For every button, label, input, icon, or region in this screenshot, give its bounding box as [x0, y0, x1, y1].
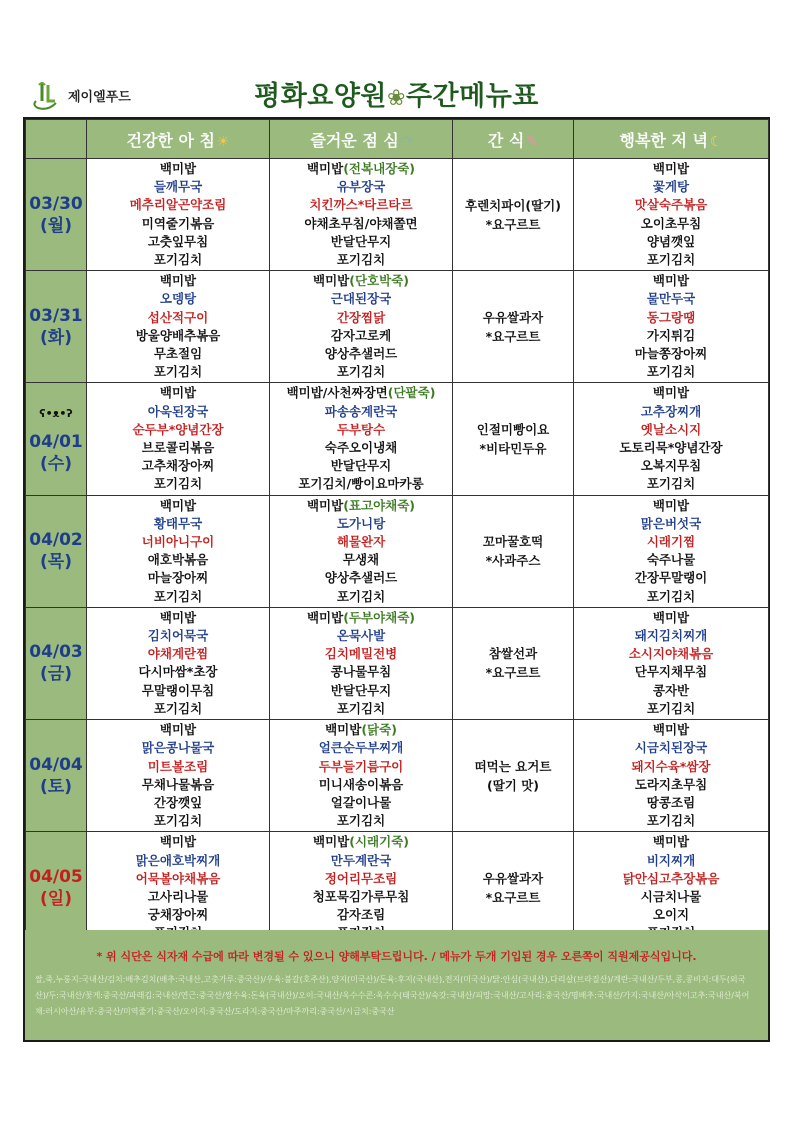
- breakfast-cell: [87, 607, 270, 719]
- day-weekday: (수): [40, 454, 72, 475]
- breakfast-item: 황태무국: [153, 515, 203, 531]
- title-text: 평화요양원: [254, 81, 388, 112]
- day-weekday: (화): [40, 327, 72, 348]
- dinner-item: 마늘쫑장아찌: [634, 346, 708, 362]
- menu-row: [26, 720, 769, 832]
- day-weekday: (금): [40, 664, 72, 685]
- porridge-note: (표고야채죽): [343, 497, 416, 513]
- dinner-item: 땅콩조림: [646, 794, 696, 810]
- breakfast-item: 애호박볶음: [147, 552, 209, 568]
- snack-item: 우유쌀과자: [482, 870, 544, 886]
- day-date: 04/01: [29, 432, 83, 453]
- brand-name: 제이엘푸드: [68, 89, 131, 105]
- lunch-item: 포기김치/빵이요마카롱: [298, 476, 424, 492]
- breakfast-item: 너비아니구이: [141, 534, 215, 550]
- dinner-item: 포기김치: [646, 252, 696, 268]
- breakfast-item: 다시마쌈*초장: [138, 664, 218, 680]
- dinner-item: 콩자반: [652, 682, 690, 698]
- dinner-item: 포기김치: [646, 364, 696, 380]
- dinner-item: 물만두국: [646, 291, 696, 307]
- dinner-item: 양념깻잎: [646, 233, 696, 249]
- dinner-cell: [574, 607, 769, 719]
- lunch-cell: [270, 607, 453, 719]
- lunch-item: 백미밥(표고야채죽): [306, 497, 416, 513]
- lunch-item: 반달단무지: [330, 682, 392, 698]
- lunch-item: 반달단무지: [330, 233, 392, 249]
- lunch-item: 감자조림: [336, 907, 386, 923]
- menu-row: [26, 832, 769, 944]
- lunch-item: 근대된장국: [330, 291, 392, 307]
- lunch-cell: [270, 720, 453, 832]
- lunch-item: 반달단무지: [330, 458, 392, 474]
- lunch-item: 파송송계란국: [324, 403, 398, 419]
- dinner-item: 맑은버섯국: [640, 515, 702, 531]
- snack-item: *요구르트: [485, 889, 541, 905]
- breakfast-cell: [87, 832, 270, 944]
- snack-item: 인절미빵이요: [476, 422, 550, 438]
- dinner-cell: [574, 271, 769, 383]
- menu-row: [26, 271, 769, 383]
- bear-icon: ʕ•ᴥ•ʔ: [39, 407, 73, 421]
- dinner-item: 시금치된장국: [634, 740, 708, 756]
- breakfast-item: 백미밥: [159, 609, 197, 625]
- snack-cell: [453, 720, 574, 832]
- lunch-item: 포기김치: [336, 364, 386, 380]
- snack-item: *사과주스: [485, 553, 541, 569]
- lunch-item: 포기김치: [336, 588, 386, 604]
- dinner-item: 오이지: [652, 907, 690, 923]
- weekly-menu-table: [23, 117, 770, 947]
- day-date: 04/03: [29, 642, 83, 663]
- origin-text: 쌀,죽,누룽지:국내산/김치:배추김치(배추:국내산,고춧가루:중국산)/우육:불갈(호주산),양지(미국산)/돈육:후지(국내산),전지(미국산)/닭:안심(국내산),다리살(브라질산)/계란:국내산/두부,콩,콩비지:대두(외국산)/두:국내산/꽃게:중국산/파래김:국내산/연근:중국산/쌍수육:돈육(국내산)/오이:국내산/옥수수콘:옥수수(태국산)/숙갓:국내산/피망:국내산/고사리:중국산/명배추:국내산/가지:국내산/아삭이고추:국내산/북어채:러시아산/유부:중국산/미역줄기:중국산/오이지:중국산/도라지:중국산/마주까리:중국산/시금치:중국산: [35, 975, 750, 1016]
- porridge-note: (시래기죽): [349, 834, 409, 850]
- dinner-cell: [574, 495, 769, 607]
- breakfast-item: 고춧잎무침: [147, 233, 209, 249]
- dinner-item: 꽃게탕: [652, 179, 690, 195]
- breakfast-item: 브로콜리볶음: [141, 440, 215, 456]
- day-weekday: (월): [40, 215, 72, 236]
- breakfast-cell: [87, 159, 270, 271]
- lunch-cell: [270, 383, 453, 495]
- snack-item: *요구르트: [485, 328, 541, 344]
- day-date: 04/04: [29, 754, 83, 775]
- lunch-item: 백미밥(두부야채죽): [306, 609, 416, 625]
- lunch-item: 해물완자: [336, 534, 386, 550]
- lunch-item: 야채초무침/야채쫄면: [304, 215, 418, 231]
- breakfast-cell: [87, 495, 270, 607]
- day-cell: [26, 159, 87, 271]
- day-cell: [26, 720, 87, 832]
- dinner-item: 포기김치: [646, 813, 696, 829]
- dinner-cell: [574, 720, 769, 832]
- dinner-item: 돼지수육*쌈장: [631, 758, 711, 774]
- dinner-item: 도토리묵*양념간장: [619, 440, 723, 456]
- lunch-item: 백미밥(전복내장죽): [306, 161, 416, 176]
- lunch-item: 치킨까스*타르타르: [309, 197, 413, 213]
- breakfast-item: 미트볼조림: [147, 758, 209, 774]
- breakfast-item: 백미밥: [159, 834, 197, 850]
- column-snack: 간 식 ✎: [453, 120, 574, 159]
- dinner-item: 포기김치: [646, 476, 696, 492]
- snack-item: *요구르트: [485, 216, 541, 232]
- breakfast-item: 순두부*양념간장: [132, 421, 224, 437]
- breakfast-cell: [87, 383, 270, 495]
- lunch-item: 미니새송이볶음: [318, 776, 404, 792]
- breakfast-item: 맑은애호박찌개: [135, 852, 221, 868]
- menu-row: [26, 495, 769, 607]
- porridge-note: (단팥죽): [387, 385, 436, 401]
- menu-row: [26, 383, 769, 495]
- day-weekday: (일): [40, 888, 72, 909]
- header-row: [26, 120, 769, 159]
- breakfast-item: 포기김치: [153, 476, 203, 492]
- popsicle-icon: ✎: [526, 133, 539, 150]
- breakfast-item: 무초절임: [153, 346, 203, 362]
- day-weekday: (토): [40, 776, 72, 797]
- lunch-item: 양상추샐러드: [324, 346, 398, 362]
- dinner-item: 고추장찌개: [640, 403, 702, 419]
- dinner-item: 백미밥: [652, 722, 690, 738]
- breakfast-item: 백미밥: [159, 385, 197, 401]
- breakfast-item: 고추채장아찌: [141, 458, 215, 474]
- breakfast-item: 포기김치: [153, 364, 203, 380]
- breakfast-item: 백미밥: [159, 273, 197, 289]
- dinner-item: 포기김치: [646, 700, 696, 716]
- snack-cell: [453, 607, 574, 719]
- breakfast-item: 궁채장아찌: [147, 907, 209, 923]
- breakfast-item: 포기김치: [153, 700, 203, 716]
- dinner-item: 시금치나물: [640, 888, 702, 904]
- breakfast-item: 포기김치: [153, 252, 203, 268]
- dinner-item: 돼지김치찌개: [634, 628, 708, 644]
- lunch-item: 감자고로케: [330, 327, 392, 343]
- day-cell: [26, 607, 87, 719]
- breakfast-item: 섭산적구이: [147, 309, 209, 325]
- lunch-item: 무생채: [342, 552, 380, 568]
- day-cell: [26, 832, 87, 944]
- day-date: 03/31: [29, 305, 83, 326]
- breakfast-item: 고사리나물: [147, 888, 209, 904]
- dinner-cell: [574, 383, 769, 495]
- dinner-item: 숙주나물: [646, 552, 696, 568]
- snack-item: 꼬마꿀호떡: [482, 534, 544, 550]
- sun-icon: ☀: [216, 133, 230, 150]
- moon-icon: ☾: [709, 133, 723, 150]
- dinner-item: 백미밥: [652, 497, 690, 513]
- title-suffix: 주간메뉴표: [405, 81, 539, 112]
- breakfast-item: 야채계란찜: [147, 646, 209, 662]
- dinner-item: 백미밥: [652, 609, 690, 625]
- breakfast-item: 간장깻잎: [153, 794, 203, 810]
- breakfast-item: 오뎅탕: [159, 291, 197, 307]
- lunch-item: 백미밥(시래기죽): [313, 834, 409, 850]
- breakfast-item: 아욱된장국: [147, 403, 209, 419]
- lunch-item: 콩나물무침: [330, 664, 392, 680]
- menu-row: [26, 607, 769, 719]
- snack-item: (딸기 맛): [486, 777, 539, 793]
- snack-cell: [453, 495, 574, 607]
- snack-cell: [453, 383, 574, 495]
- lunch-item: 온묵사발: [336, 628, 386, 644]
- breakfast-item: 무채나물볶음: [141, 776, 215, 792]
- dinner-item: 백미밥: [652, 834, 690, 850]
- notice-box: [23, 930, 770, 1042]
- lunch-item: 얼갈이나물: [330, 794, 392, 810]
- lunch-cell: [270, 495, 453, 607]
- lunch-cell: [270, 832, 453, 944]
- snack-cell: [453, 832, 574, 944]
- dinner-cell: [574, 832, 769, 944]
- lunch-item: 두부들기름구이: [318, 758, 404, 774]
- lunch-item: 김치메밀전병: [324, 646, 398, 662]
- day-date: 04/05: [29, 866, 83, 887]
- dinner-item: 동그랑땡: [646, 309, 696, 325]
- dinner-item: 소시지야채볶음: [628, 646, 714, 662]
- breakfast-cell: [87, 271, 270, 383]
- lunch-item: 두부탕수: [336, 421, 386, 437]
- breakfast-item: 백미밥: [159, 722, 197, 738]
- flower-icon: ❀: [387, 86, 406, 111]
- breakfast-item: 맑은콩나물국: [141, 740, 215, 756]
- dinner-item: 백미밥: [652, 385, 690, 401]
- corner-cell: [26, 120, 87, 159]
- dinner-item: 백미밥: [652, 161, 690, 176]
- lunch-item: 백미밥(닭죽): [325, 722, 397, 738]
- breakfast-item: 포기김치: [153, 588, 203, 604]
- breakfast-item: 김치어묵국: [147, 628, 209, 644]
- column-lunch: 즐거운 점 심 ◠: [270, 120, 453, 159]
- dinner-item: 맛살숙주볶음: [634, 197, 708, 213]
- dinner-item: 옛날소시지: [640, 421, 702, 437]
- lunch-item: 청포묵김가루무침: [312, 888, 410, 904]
- porridge-note: (두부야채죽): [343, 609, 416, 625]
- dinner-item: 오이초무침: [640, 215, 702, 231]
- lunch-item: 양상추샐러드: [324, 570, 398, 586]
- breakfast-item: 방울양배추볶음: [135, 327, 221, 343]
- day-cell: [26, 271, 87, 383]
- breakfast-item: 무말랭이무침: [141, 682, 215, 698]
- dinner-item: 간장무말랭이: [634, 570, 708, 586]
- lunch-cell: [270, 271, 453, 383]
- menu-row: [26, 159, 769, 271]
- lunch-item: 포기김치: [336, 813, 386, 829]
- lunch-item: 얼큰순두부찌개: [318, 740, 404, 756]
- dinner-item: 비지찌개: [646, 852, 696, 868]
- day-weekday: (목): [40, 552, 72, 573]
- snack-item: 후렌치파이(딸기): [465, 197, 561, 213]
- lunch-item: 만두계란국: [330, 852, 392, 868]
- dinner-item: 백미밥: [652, 273, 690, 289]
- snack-item: 떠먹는 요거트: [474, 758, 552, 774]
- lunch-item: 정어리무조림: [324, 870, 398, 886]
- page-title: [0, 74, 793, 113]
- snack-item: 참쌀선과: [488, 646, 538, 662]
- breakfast-item: 메추리알곤약조림: [129, 197, 227, 213]
- snack-item: 우유쌀과자: [482, 309, 544, 325]
- dinner-item: 단무지채무침: [634, 664, 708, 680]
- snack-item: *비타민두유: [479, 441, 547, 457]
- day-cell: [26, 383, 87, 495]
- day-cell: [26, 495, 87, 607]
- breakfast-item: 백미밥: [159, 161, 197, 176]
- breakfast-item: 어묵볼야채볶음: [135, 870, 221, 886]
- porridge-note: (단호박죽): [349, 273, 409, 289]
- lunch-item: 유부장국: [336, 179, 386, 195]
- lunch-item: 포기김치: [336, 252, 386, 268]
- breakfast-item: 미역줄기볶음: [141, 215, 215, 231]
- dinner-item: 닭안심고추장볶음: [622, 870, 720, 886]
- lunch-item: 포기김치: [336, 700, 386, 716]
- day-date: 03/30: [29, 193, 83, 214]
- snack-item: *요구르트: [485, 665, 541, 681]
- column-breakfast: 건강한 아 침 ☀: [87, 120, 270, 159]
- dinner-item: 도라지초무침: [634, 776, 708, 792]
- column-dinner: 행복한 저 녁 ☾: [574, 120, 769, 159]
- breakfast-item: 마늘장아찌: [147, 570, 209, 586]
- notice-text: * 위 식단은 식자재 수급에 따라 변경될 수 있으니 양해부탁드립니다. / 메뉴가 두개 기입된 경우 오른쪽이 직원제공식입니다.: [96, 950, 697, 963]
- breakfast-item: 포기김치: [153, 813, 203, 829]
- snack-cell: [453, 159, 574, 271]
- lunch-item: 도가니탕: [336, 515, 386, 531]
- lunch-item: 간장찜닭: [336, 309, 386, 325]
- lunch-cell: [270, 159, 453, 271]
- dinner-item: 오복지무침: [640, 458, 702, 474]
- rainbow-icon: ◠: [400, 133, 412, 150]
- dinner-item: 가지튀김: [646, 327, 696, 343]
- lunch-item: 백미밥/사천짜장면(단팥죽): [286, 385, 436, 401]
- day-date: 04/02: [29, 530, 83, 551]
- snack-cell: [453, 271, 574, 383]
- breakfast-item: 백미밥: [159, 497, 197, 513]
- breakfast-cell: [87, 720, 270, 832]
- porridge-note: (닭죽): [361, 722, 397, 738]
- lunch-item: 백미밥(단호박죽): [313, 273, 409, 289]
- breakfast-item: 들깨무국: [153, 179, 203, 195]
- dinner-item: 포기김치: [646, 588, 696, 604]
- porridge-note: (전복내장죽): [343, 161, 416, 176]
- lunch-item: 숙주오이냉채: [324, 440, 398, 456]
- dinner-item: 시래기찜: [646, 534, 696, 550]
- dinner-cell: [574, 159, 769, 271]
